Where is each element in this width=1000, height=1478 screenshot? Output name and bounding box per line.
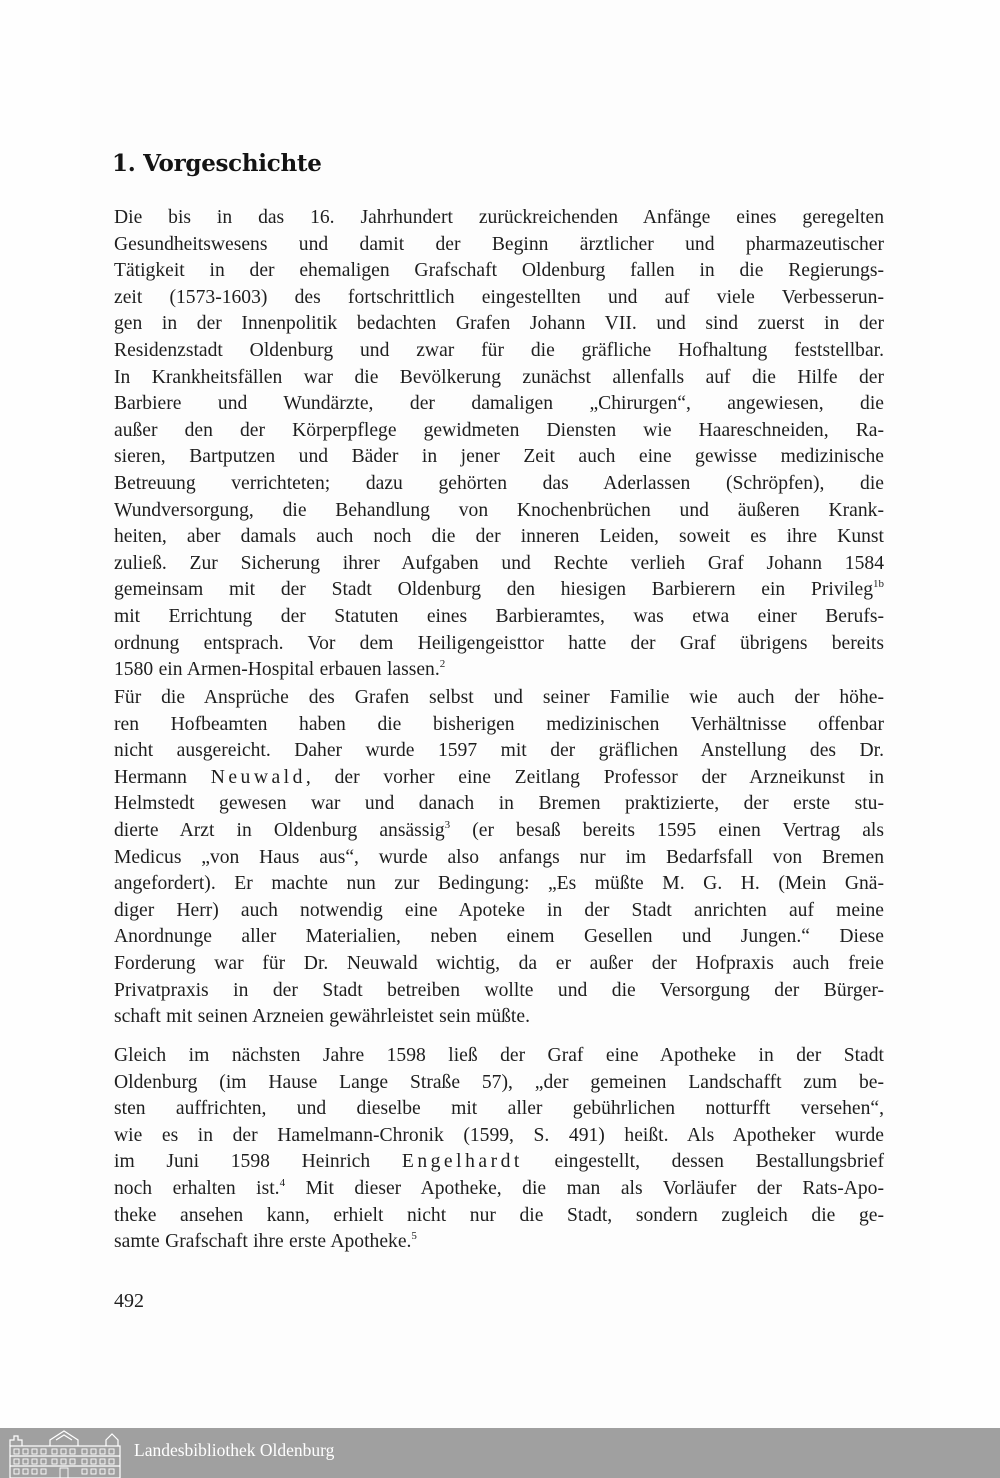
footnote-ref[interactable]: 3 (444, 818, 451, 831)
text-line: Forderung war für Dr. Neuwald wichtig, da er außer der Hofpraxis auch freie (114, 952, 884, 974)
text-line: mit Errichtung der Statuten eines Barbieramtes, was etwa einer Berufs- (114, 605, 884, 627)
text-run: im Juni 1598 Heinrich (114, 1151, 371, 1173)
text-line: außer den der Körperpflege gewidmeten Diensten wie Haareschneiden, Ra- (114, 419, 884, 441)
paragraph-3 (114, 1043, 884, 1256)
footnote-ref[interactable]: 2 (439, 658, 446, 671)
text-run: dierte Arzt in Oldenburg ansässig (114, 819, 445, 841)
text-line: diger Herr) auch notwendig eine Apoteke in der Stadt anrichten auf meine (114, 899, 884, 921)
footnote-ref[interactable]: 5 (411, 1230, 417, 1243)
text-line: Für die Ansprüche des Grafen selbst und seiner Familie wie auch der höhe- (114, 687, 884, 708)
text-run: 1580 ein Armen-Hospital erbauen lassen. (114, 659, 440, 681)
text-run: Mit dieser Apotheke, die man als Vorläufer der Rats-Apo- (285, 1177, 884, 1199)
text-run: Hermann (114, 766, 187, 788)
text-line: Gleich im nächsten Jahre 1598 ließ der Graf eine Apotheke in der Stadt (114, 1045, 884, 1066)
text-line: Wundversorgung, die Behandlung von Knochenbrüchen und äußeren Krank- (114, 499, 884, 521)
text-line: theke ansehen kann, erhielt nicht nur die Stadt, sondern zugleich die ge- (114, 1204, 884, 1226)
text-line: Anordnunge aller Materialien, neben einem Gesellen und Jungen.“ Diese (114, 926, 884, 948)
text-line: nicht ausgereicht. Daher wurde 1597 mit der gräflichen Anstellung des Dr. (114, 740, 884, 762)
text-run: , der vorher eine Zeitlang Professor der Arzneikunst in (305, 766, 885, 788)
section-heading: 1. Vorgeschichte (112, 150, 322, 177)
text-line: wie es in der Hamelmann-Chronik (1599, S. 491) heißt. Als Apotheker wurde (114, 1124, 884, 1146)
text-line: ordnung entsprach. Vor dem Heiligengeisttor hatte der Graf übrigens bereits (114, 632, 884, 654)
text-line: Die bis in das 16. Jahrhundert zurückreichenden Anfänge eines geregelten (114, 207, 884, 228)
text-line: In Krankheitsfällen war die Bevölkerung zunächst allenfalls auf die Hilfe der (114, 366, 884, 388)
text-line (114, 577, 884, 604)
library-name[interactable]: Landesbibliothek Oldenburg (134, 1440, 335, 1460)
footnote-ref[interactable]: 1b (873, 578, 884, 591)
text-line (114, 657, 884, 684)
text-run: samte Grafschaft ihre erste Apotheke. (114, 1231, 412, 1253)
footnote-ref[interactable]: 4 (279, 1176, 286, 1189)
text-line: Gesundheitswesens und damit der Beginn ärztlicher und pharmazeutischer (114, 233, 884, 255)
library-footer-bar (0, 1428, 1000, 1478)
person-name-spaced: Engelhardt (401, 1151, 523, 1173)
text-line (114, 1229, 884, 1256)
text-run: gemeinsam mit der Stadt Oldenburg den hiesigen Barbierern ein Privileg (114, 579, 873, 601)
text-line (114, 1149, 884, 1176)
text-line: Medicus „von Haus aus“, wurde also anfangs nur im Bedarfsfall von Bremen (114, 846, 884, 868)
page-number: 492 (114, 1290, 144, 1312)
paragraph-2 (114, 685, 884, 1031)
text-line: schaft mit seinen Arzneien gewährleistet sein müßte. (114, 1006, 530, 1028)
paragraph-1 (114, 205, 884, 684)
text-line: Betreuung verrichteten; dazu gehörten das Aderlassen (Schröpfen), die (114, 472, 884, 494)
text-line: sten auffrichten, und dieselbe mit aller gebührlichen notturfft versehen“, (114, 1098, 884, 1120)
text-line: zeit (1573-1603) des fortschrittlich eingestellten und auf viele Verbesserun- (114, 286, 884, 308)
text-line (114, 1176, 884, 1203)
text-run: eingestellt, dessen Bestallungsbrief (522, 1151, 885, 1173)
text-line: ren Hofbeamten haben die bisherigen medizinischen Verhältnisse offenbar (114, 713, 884, 735)
library-building-icon (6, 1430, 124, 1478)
text-run: (er besaß bereits 1595 einen Vertrag als (450, 819, 884, 841)
text-line: sieren, Bartputzen und Bäder in jener Zeit auch eine gewisse medizinische (114, 446, 884, 468)
text-line: angefordert). Er machte nun zur Bedingung: „Es müßte M. G. H. (Mein Gnä- (114, 873, 884, 895)
person-name-spaced: Neuwald (210, 766, 306, 788)
text-line: gen in der Innenpolitik bedachten Grafen Johann VII. und sind zuerst in der (114, 313, 884, 335)
text-line: Tätigkeit in der ehemaligen Grafschaft Oldenburg fallen in die Regierungs- (114, 260, 884, 282)
text-line: heiten, aber damals auch noch die der inneren Leiden, soweit es ihre Kunst (114, 526, 884, 548)
text-line (114, 818, 884, 845)
text-run: noch erhalten ist. (114, 1177, 280, 1199)
text-line: Barbiere und Wundärzte, der damaligen „Chirurgen“, angewiesen, die (114, 393, 884, 415)
text-line (114, 765, 884, 792)
text-line: zuließ. Zur Sicherung ihrer Aufgaben und Rechte verlieh Graf Johann 1584 (114, 552, 884, 574)
text-line: Privatpraxis in der Stadt betreiben wollte und die Versorgung der Bürger- (114, 979, 884, 1001)
text-line: Residenzstadt Oldenburg und zwar für die gräfliche Hofhaltung feststellbar. (114, 339, 884, 361)
text-line: Oldenburg (im Hause Lange Straße 57), „der gemeinen Landschafft zum be- (114, 1071, 884, 1093)
text-line: Helmstedt gewesen war und danach in Bremen praktizierte, der erste stu- (114, 793, 884, 815)
